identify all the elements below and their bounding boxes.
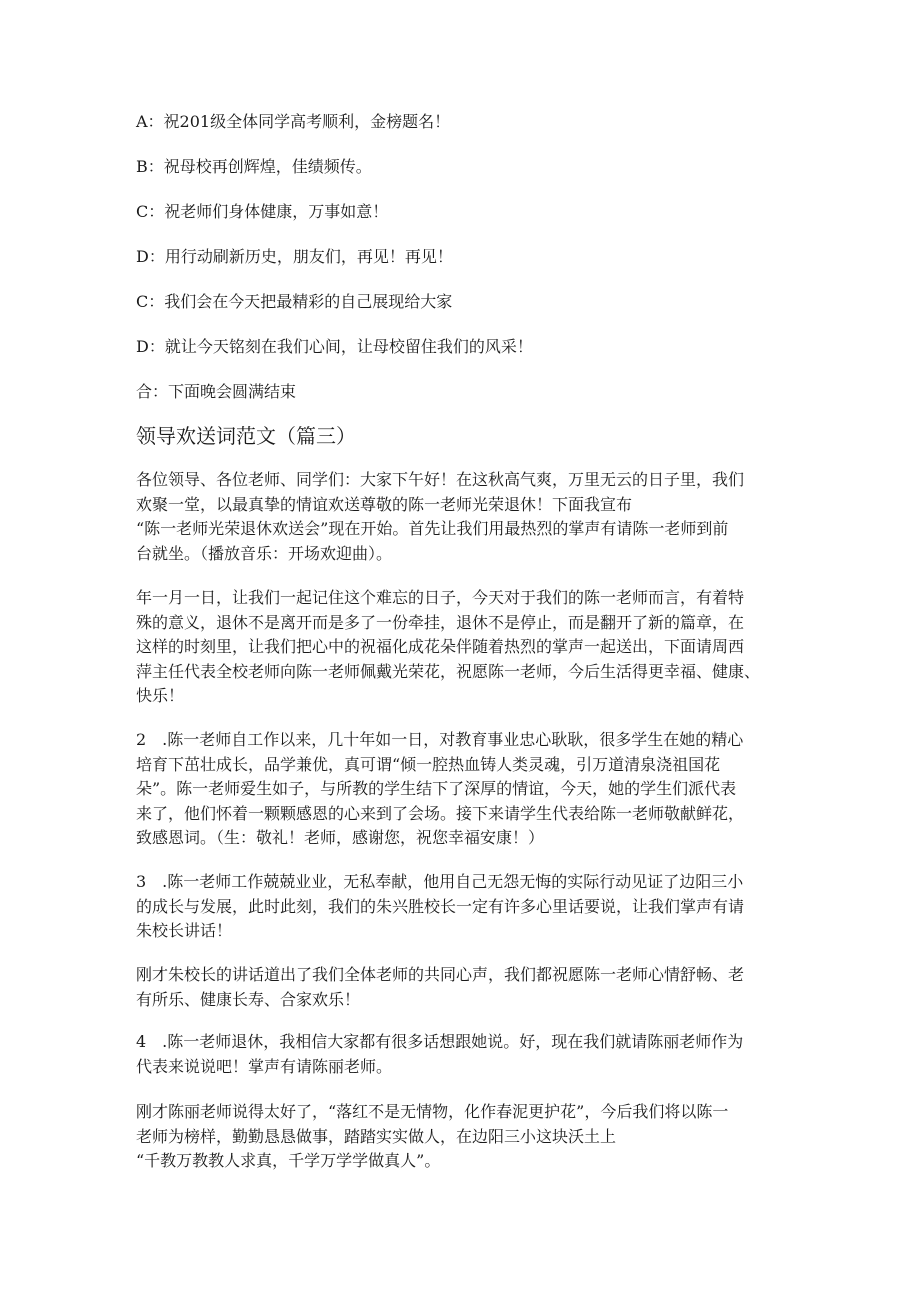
paragraph-line: 刚才陈丽老师说得太好了，“落红不是无情物，化作春泥更护花”，今后我们将以陈一	[136, 1102, 729, 1121]
paragraph-item-4	[136, 1030, 786, 1079]
section-title: 领导欢送词范文（篇三）	[136, 424, 356, 448]
dialogue-line-b: B：祝母校再创辉煌，佳绩频传。	[136, 157, 372, 176]
paragraph-line: 老师为榜样，勤勤恳恳做事，踏踏实实做人，在边阳三小这块沃土上	[136, 1126, 617, 1146]
paragraph-line: 培育下茁壮成长，品学兼优，真可谓“倾一腔热血铸人类灵魂，引万道清泉浇祖国花	[136, 754, 721, 774]
paragraph-line: “千教万教教人求真，千学万学学做真人”。	[136, 1151, 441, 1170]
paragraph-line: 的成长与发展，此时此刻，我们的朱兴胜校长一定有许多心里话要说，让我们掌声有请	[136, 896, 745, 916]
paragraph-item-3	[136, 870, 786, 944]
paragraph-line: 2 .陈一老师自工作以来，几十年如一日，对教育事业忠心耿耿，很多学生在她的精心	[136, 730, 744, 749]
paragraph-item-2	[136, 728, 786, 851]
paragraph-line: 致感恩词。（生：敬礼！老师，感谢您，祝您幸福安康！）	[136, 828, 545, 847]
paragraph-line: 4 .陈一老师退休，我相信大家都有很多话想跟她说。好，现在我们就请陈丽老师作为	[136, 1032, 744, 1051]
paragraph-line: “陈一老师光荣退休欢送会”现在开始。首先让我们用最热烈的掌声有请陈一老师到前	[136, 519, 729, 538]
dialogue-line-a: A：祝201级全体同学高考顺利，金榜题名！	[136, 112, 451, 131]
paragraph-line: 朱校长讲话！	[136, 921, 233, 940]
paragraph-line: 3 .陈一老师工作兢兢业业，无私奉献，他用自己无怨无悔的实际行动见证了边阳三小	[136, 872, 744, 891]
dialogue-line-all: 合：下面晚会圆满结束	[136, 382, 297, 401]
paragraph-line: 刚才朱校长的讲话道出了我们全体老师的共同心声，我们都祝愿陈一老师心情舒畅、老	[136, 965, 745, 984]
paragraph-line: 代表来说说吧！掌声有请陈丽老师。	[136, 1056, 393, 1076]
paragraph-line: 这样的时刻里，让我们把心中的祝福化成花朵伴随着热烈的掌声一起送出，下面请周西	[136, 637, 745, 656]
paragraph-line: 来了，他们怀着一颗颗感恩的心来到了会场。接下来请学生代表给陈一老师敬献鲜花，	[136, 803, 745, 823]
paragraph-date	[136, 586, 786, 709]
paragraph-line: 殊的意义，退休不是离开而是多了一份牵挂，退休不是停止，而是翻开了新的篇章，在	[136, 612, 745, 632]
paragraph-line: 年一月一日，让我们一起记住这个难忘的日子，今天对于我们的陈一老师而言，有着特	[136, 588, 745, 607]
paragraph-opening	[136, 468, 786, 566]
dialogue-line-d2: D：就让今天铭刻在我们心间，让母校留住我们的风采！	[136, 337, 533, 356]
dialogue-line-c2: C：我们会在今天把最精彩的自己展现给大家	[136, 292, 453, 311]
paragraph-line: 萍主任代表全校老师向陈一老师佩戴光荣花，祝愿陈一老师，今后生活得更幸福、健康、	[136, 661, 761, 681]
paragraph-principal-speech	[136, 963, 786, 1012]
paragraph-closing	[136, 1100, 786, 1174]
paragraph-line: 快乐！	[136, 686, 185, 705]
dialogue-line-c: C：祝老师们身体健康，万事如意！	[136, 202, 389, 221]
paragraph-line: 欢聚一堂，以最真挚的情谊欢送尊敬的陈一老师光荣退休！下面我宣布	[136, 494, 633, 514]
paragraph-line: 各位领导、各位老师、同学们：大家下午好！在这秋高气爽，万里无云的日子里，我们	[136, 470, 745, 489]
paragraph-line: 有所乐、健康长寿、合家欢乐！	[136, 989, 361, 1009]
paragraph-line: 朵”。陈一老师爱生如子，与所教的学生结下了深厚的情谊，今天，她的学生们派代表	[136, 779, 737, 798]
paragraph-line: 台就坐。（播放音乐：开场欢迎曲）。	[136, 543, 393, 563]
dialogue-line-d: D：用行动刷新历史，朋友们，再见！再见！	[136, 247, 453, 266]
